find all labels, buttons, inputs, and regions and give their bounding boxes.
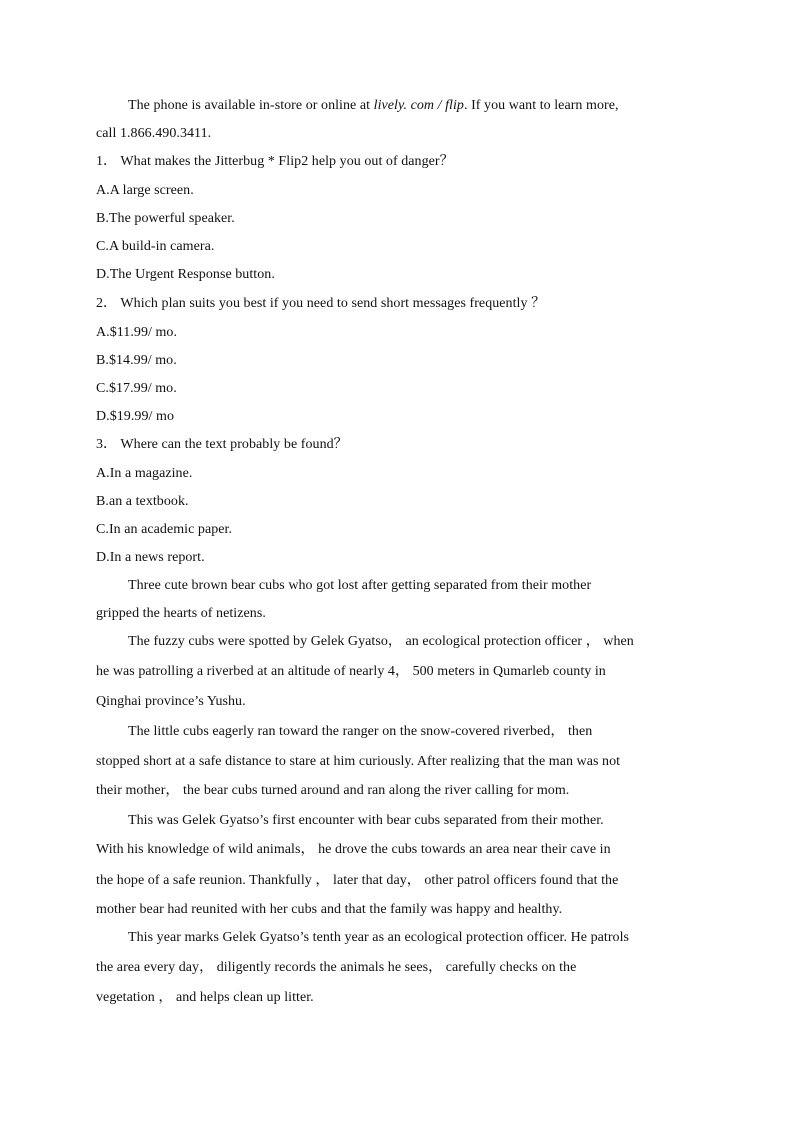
question-option: D.$19.99/ mo	[96, 409, 174, 424]
question-option: B.The powerful speaker.	[96, 211, 235, 226]
intro-text-prefix: The phone is available in-store or online at	[128, 98, 371, 113]
intro-phone-line: call 1.866.490.3411.	[96, 126, 212, 141]
passage-line: vegetation ， and helps clean up litter.	[96, 990, 314, 1005]
website-text: lively. com / flip	[373, 98, 464, 113]
question-option: B.$14.99/ mo.	[96, 353, 177, 368]
passage-line: This year marks Gelek Gyatso’s tenth year as an ecological protection officer. He patrols	[128, 930, 630, 945]
passage-line: mother bear had reunited with her cubs and that the family was happy and healthy.	[96, 902, 563, 917]
passage-line: their mother， the bear cubs turned around and ran along the river calling for mom.	[96, 783, 570, 798]
passage-line: The little cubs eagerly ran toward the ranger on the snow-covered riverbed， then	[128, 724, 593, 739]
passage-line: he was patrolling a riverbed at an altitude of nearly 4， 500 meters in Qumarleb county in	[96, 664, 606, 679]
passage-line: With his knowledge of wild animals， he drove the cubs towards an area near their cave in	[96, 842, 611, 857]
question-option: A.$11.99/ mo.	[96, 325, 178, 340]
question-option: C.$17.99/ mo.	[96, 381, 177, 396]
passage-line: gripped the hearts of netizens.	[96, 606, 266, 621]
question-option: B.an a textbook.	[96, 494, 189, 509]
passage-line: The fuzzy cubs were spotted by Gelek Gyatso， an ecological protection officer ， when	[128, 634, 634, 649]
question-option: D.In a news report.	[96, 550, 205, 565]
question-stem: 1． What makes the Jitterbug * Flip2 help you out of danger？	[96, 154, 454, 169]
passage-line: the area every day， diligently records the animals he sees， carefully checks on the	[96, 960, 577, 975]
passage-line: This was Gelek Gyatso’s first encounter with bear cubs separated from their mother.	[128, 813, 604, 828]
passage-line: stopped short at a safe distance to stare at him curiously. After realizing that the man was not	[96, 754, 621, 769]
passage-line: Three cute brown bear cubs who got lost after getting separated from their mother	[128, 578, 592, 593]
question-stem: 2． Which plan suits you best if you need to send short messages frequently ？	[96, 296, 546, 311]
intro-line	[128, 97, 619, 115]
question-option: C.In an academic paper.	[96, 522, 233, 537]
question-option: C.A build-in camera.	[96, 239, 215, 254]
passage-line: the hope of a safe reunion. Thankfully ， later that day， other patrol officers found that the	[96, 873, 619, 888]
question-option: A.A large screen.	[96, 183, 194, 198]
intro-text-suffix: . If you want to learn more,	[463, 98, 619, 113]
question-stem: 3． Where can the text probably be found？	[96, 437, 348, 452]
question-option: D.The Urgent Response button.	[96, 267, 275, 282]
passage-line: Qinghai province’s Yushu.	[96, 694, 246, 709]
question-option: A.In a magazine.	[96, 466, 193, 481]
